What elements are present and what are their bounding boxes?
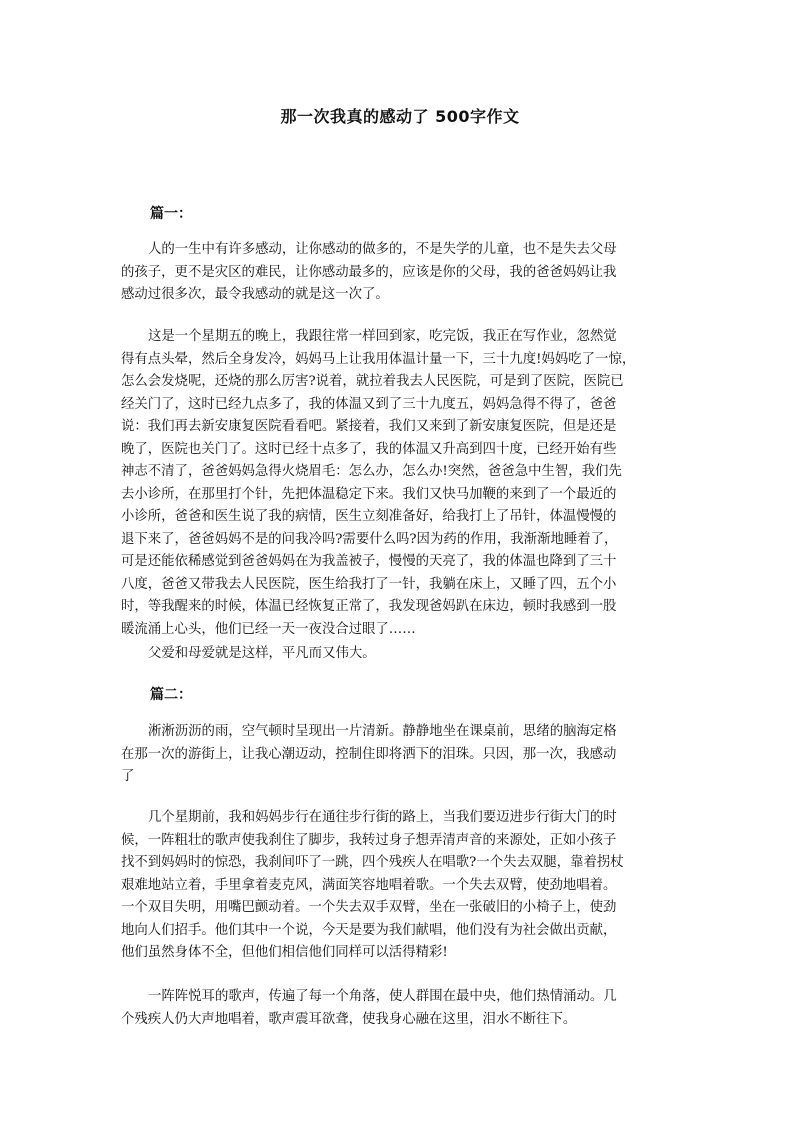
paragraph-line: 这是一个星期五的晚上，我跟往常一样回到家，吃完饭，我正在写作业，忽然觉 xyxy=(148,329,617,344)
paragraph-line: 神志不清了，爸爸妈妈急得火烧眉毛：怎么办，怎么办!突然，爸爸急中生智，我们先 xyxy=(121,464,622,479)
paragraph-line: 个残疾人仍大声地唱着，歌声震耳欲聋，使我身心融在这里，泪水不断往下。 xyxy=(121,1011,577,1027)
paragraph-line: 经关门了，这时已经九点多了，我的体温又到了三十九度五，妈妈急得不得了，爸爸 xyxy=(121,396,617,412)
paragraph-line: 人的一生中有许多感动，让你感动的做多的，不是失学的儿童，也不是失去父母 xyxy=(148,242,617,257)
paragraph-line: 可是还能依稀感觉到爸爸妈妈在为我盖被子，慢慢的天亮了，我的体温也降到了三十 xyxy=(121,554,617,569)
paragraph-line: 一阵阵悦耳的歌声，传遍了每一个角落，使人群围在最中央，他们热情涌动。几 xyxy=(148,989,617,1004)
paragraph-line: 感动过很多次，最令我感动的就是这一次了。 xyxy=(121,287,389,302)
paragraph-line: 得有点头晕，然后全身发冷，妈妈马上让我用体温计量一下，三十九度!妈妈吃了一惊， xyxy=(121,351,636,367)
paragraph-line: 暖流涌上心头，他们已经一天一夜没合过眼了…… xyxy=(121,621,416,637)
section-heading-2: 篇二： xyxy=(150,687,192,703)
paragraph-line: 一个双目失明，用嘴巴颤动着。一个失去双手双臂，坐在一张破旧的小椅子上，使劲 xyxy=(121,900,617,915)
paragraph-line: 几个星期前，我和妈妈步行在通往步行街的路上，当我们要迈进步行街大门的时 xyxy=(148,810,617,825)
paragraph xyxy=(121,807,681,965)
paragraph-line: 去小诊所，在那里打个针，先把体温稳定下来。我们又快马加鞭的来到了一个最近的 xyxy=(121,486,617,502)
paragraph-line: 地向人们招手。他们其中一个说，今天是要为我们献唱，他们没有为社会做出贡献， xyxy=(121,922,617,938)
section-heading-1: 篇一： xyxy=(150,206,192,222)
paragraph-line: 他们虽然身体不全，但他们相信他们同样可以活得精彩! xyxy=(121,945,448,960)
paragraph-line: 小诊所，爸爸和医生说了我的病情，医生立刻准备好，给我打上了吊针，体温慢慢的 xyxy=(121,509,617,524)
paragraph xyxy=(121,643,681,666)
paragraph-line: 的孩子，更不是灾区的难民，让你感动最多的，应该是你的父母，我的爸爸妈妈让我 xyxy=(121,264,617,280)
paragraph xyxy=(121,721,681,789)
paragraph-line: 候，一阵粗壮的歌声使我刹住了脚步，我转过身子想弄清声音的来源处，正如小孩子 xyxy=(121,832,617,848)
paragraph-line: 说：我们再去新安康复医院看看吧。紧接着，我们又来到了新安康复医院，但是还是 xyxy=(121,419,617,434)
paragraph-line: 艰难地站立着，手里拿着麦克风，满面笑容地唱着歌。一个失去双臂，使劲地唱着。 xyxy=(121,877,617,893)
paragraph xyxy=(121,986,681,1031)
paragraph-line: 在那一次的游街上，让我心潮迈动，控制住即将洒下的泪珠。只因，那一次，我感动 xyxy=(121,746,617,762)
paragraph-line: 父爱和母爱就是这样，平凡而又伟大。 xyxy=(148,646,376,661)
document-title: 那一次我真的感动了 500字作文 xyxy=(280,107,520,126)
paragraph-line: 晚了，医院也关门了。这时已经十点多了，我的体温又升高到四十度，已经开始有些 xyxy=(121,441,617,457)
paragraph xyxy=(121,326,681,641)
paragraph xyxy=(121,239,681,307)
paragraph-line: 淅淅沥沥的雨，空气顿时呈现出一片清新。静静地坐在课桌前，思绪的脑海定格 xyxy=(148,724,617,739)
paragraph-line: 怎么会发烧呢，还烧的那么厉害?说着，就拉着我去人民医院，可是到了医院，医院已 xyxy=(121,374,624,389)
paragraph-line: 时，等我醒来的时候，体温已经恢复正常了，我发现爸妈趴在床边，顿时我感到一股 xyxy=(121,599,617,614)
paragraph-line: 找不到妈妈时的惊恐，我刹间吓了一跳，四个残疾人在唱歌?一个失去双腿，靠着拐杖 xyxy=(121,855,624,870)
paragraph-line: 退下来了，爸爸妈妈不是的问我冷吗?需要什么吗?因为药的作用，我渐渐地睡着了， xyxy=(121,531,618,547)
paragraph-line: 了 xyxy=(121,769,135,784)
paragraph-line: 八度，爸爸又带我去人民医院，医生给我打了一针，我躺在床上，又睡了四，五个小 xyxy=(121,576,617,592)
